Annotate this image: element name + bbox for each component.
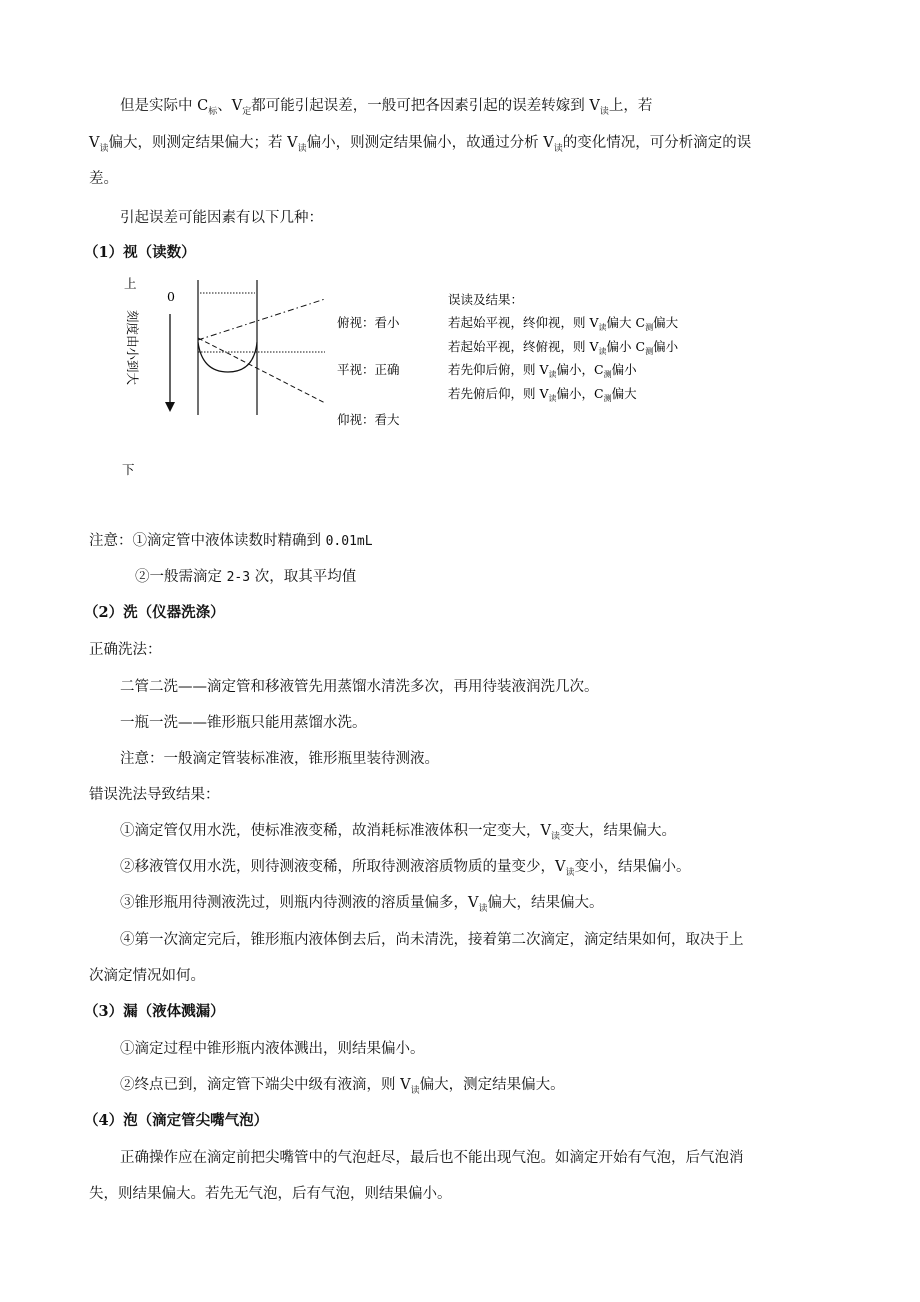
para1-line1: 但是实际中 $C_标$、$V_定$都可能引起误差，一般可把各因素引起的误差转嫁到 $V_读$上，若	[120, 98, 653, 117]
correct-wash-item-1: 二管二洗——滴定管和移液管先用蒸馏水清洗多次，再用待装液润洗几次。	[120, 679, 599, 695]
result-line-3: 若先仰后俯，则 $V_读$偏小，$C_测$偏小	[448, 362, 637, 379]
scale-direction-label: 刻度由小到大	[125, 310, 140, 386]
bubble-para-line2: 失，则结果偏大。若先无气泡，后有气泡，则结果偏小。	[89, 1186, 452, 1202]
correct-wash-title: 正确洗法：	[89, 642, 162, 658]
wrong-wash-item-2: ②移液管仅用水洗，则待测液变稀，所取待测液溶质物质的量变少，$V_读$变小，结果偏小。	[120, 859, 691, 878]
view-label-level: 平视：正确	[337, 362, 400, 377]
result-line-4: 若先俯后仰，则 $V_读$偏小，$C_测$偏大	[448, 386, 637, 403]
bubble-para-line1: 正确操作应在滴定前把尖嘴管中的气泡赶尽，最后也不能出现气泡。如滴定开始有气泡，后气泡消	[120, 1150, 744, 1166]
section4-heading: （4）泡（滴定管尖嘴气泡）	[84, 1112, 269, 1129]
wrong-wash-title: 错误洗法导致结果：	[89, 787, 220, 803]
intro-text: 引起误差可能因素有以下几种：	[120, 210, 323, 226]
meniscus	[198, 342, 257, 372]
look-down-sight-line	[198, 299, 325, 340]
section2-heading: （2）洗（仪器洗涤）	[84, 604, 225, 621]
bottom-label: 下	[122, 462, 135, 477]
note2: ②一般需滴定 2-3 次，取其平均值	[135, 569, 357, 585]
note1: 注意：①滴定管中液体读数时精确到 0.01mL	[89, 533, 373, 549]
section1-heading: （1）视（读数）	[84, 244, 196, 261]
wrong-wash-item-3: ③锥形瓶用待测液洗过，则瓶内待测液的溶质量偏多，$V_读$偏大，结果偏大。	[120, 895, 604, 914]
top-label: 上	[124, 276, 137, 291]
correct-wash-item-2: 一瓶一洗——锥形瓶只能用蒸馏水洗。	[120, 715, 367, 731]
result-line-1: 若起始平视，终仰视，则 $V_读$偏大 $C_测$偏大	[448, 315, 679, 332]
section3-heading: （3）漏（液体溅漏）	[84, 1003, 225, 1020]
wrong-wash-item-4-line1: ④第一次滴定完后，锥形瓶内液体倒去后，尚未清洗，接着第二次滴定，滴定结果如何，取决于上	[120, 932, 744, 948]
correct-wash-item-3: 注意：一般滴定管装标准液，锥形瓶里装待测液。	[120, 751, 439, 767]
result-line-2: 若起始平视，终俯视，则 $V_读$偏小 $C_测$偏小	[448, 339, 679, 356]
results-title: 误读及结果：	[448, 292, 524, 307]
para1-line2: $V_读$偏大，则测定结果偏大；若 $V_读$偏小，则测定结果偏小，故通过分析 $V_读$的变化情况，可分析滴定的误	[89, 135, 752, 154]
para1-line3: 差。	[89, 171, 118, 187]
burette-reading-diagram	[120, 270, 720, 485]
leak-item-2: ②终点已到，滴定管下端尖中级有液滴，则 $V_读$偏大，测定结果偏大。	[120, 1077, 565, 1096]
wrong-wash-item-4-line2: 次滴定情况如何。	[89, 968, 205, 984]
leak-item-1: ①滴定过程中锥形瓶内液体溅出，则结果偏小。	[120, 1041, 425, 1057]
zero-mark-label: 0	[167, 289, 175, 304]
view-label-look-down: 俯视：看小	[337, 315, 400, 330]
wrong-wash-item-1: ①滴定管仅用水洗，使标准液变稀，故消耗标准液体积一定变大，$V_读$变大，结果偏大。	[120, 823, 676, 842]
scale-arrow-head	[165, 402, 175, 412]
view-label-look-up: 仰视：看大	[337, 412, 400, 427]
